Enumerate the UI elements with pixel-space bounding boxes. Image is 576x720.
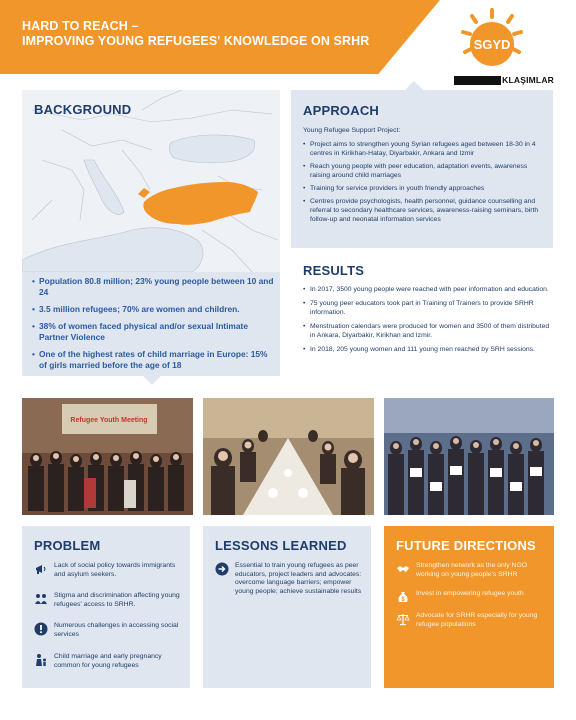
future-item (396, 590, 546, 604)
approach-item: • Project aims to strengthen young Syrian refugees aged between 18-30 in 4 centres in Kirikhan-Hatay, Diyarbakir, Ankara and Izmir (303, 140, 549, 158)
background-item: • 3.5 million refugees; 70% are women and children. (32, 304, 276, 315)
page-title-line1: HARD TO REACH – (22, 19, 139, 33)
handshake-icon (396, 562, 410, 576)
group-photo-certificates (384, 398, 554, 515)
approach-panel (291, 90, 553, 248)
approach-item: • Reach young people with peer education, adaptation events, awareness raising around child marriages (303, 162, 549, 180)
problem-item (34, 653, 184, 670)
background-item: • Population 80.8 million; 23% young people between 10 and 24 (32, 276, 276, 298)
logo-text: SGYD (473, 37, 511, 52)
approach-item: • Centres provide psychologists, health personnel, guidance counselling and referral to secondary healthcare services, awareness-raising seminars, birth follow-up and neonatal information services (303, 197, 549, 224)
problem-title: PROBLEM (34, 538, 101, 553)
banner-text: Refugee Youth Meeting (70, 417, 148, 424)
future-box (384, 526, 554, 688)
sgyd-logo (446, 8, 561, 88)
problem-item (34, 592, 184, 609)
problem-item-text: Lack of social policy towards immigrants and asylum seekers. (54, 562, 176, 578)
group-photo-dinner (203, 398, 374, 515)
people-icon (34, 592, 48, 606)
results-item: • Menstruation calendars were produced for women and 3500 of them distributed in Ankara, Diyarbakir, Kirikhan and Izmir. (303, 322, 553, 340)
problem-item-text: Numerous challenges in accessing social services (54, 622, 179, 638)
background-item: • One of the highest rates of child marriage in Europe: 15% of girls married before the age of 18 (32, 349, 276, 371)
exclamation-icon (34, 622, 48, 636)
results-item: • In 2018, 205 young women and 111 young men reached by SRH sessions. (303, 345, 553, 354)
lessons-item-text: Essential to train young refugees as peer educators, project leaders and advocates: overcome language barriers; empower young people; achieve sustainable results (235, 562, 362, 595)
family-icon (34, 653, 48, 667)
problem-box (22, 526, 190, 688)
future-item (396, 562, 546, 579)
problem-item (34, 562, 184, 579)
group-photo-banner (22, 398, 193, 515)
problem-item-text: Child marriage and early pregnancy common for young refugees (54, 653, 162, 669)
lessons-box (203, 526, 371, 688)
page-title-line2: IMPROVING YOUNG REFUGEES' KNOWLEDGE ON SRHR (22, 34, 370, 48)
scales-icon (396, 612, 410, 626)
approach-item: • Training for service providers in youth friendly approaches (303, 184, 549, 193)
turkey-region-map (22, 90, 280, 272)
svg-text:$: $ (401, 597, 405, 603)
future-item-text: Invest in empowering refugee youth (416, 590, 524, 597)
approach-intro: Young Refugee Support Project: (303, 127, 401, 134)
background-panel (22, 90, 280, 376)
background-item: • 38% of women faced physical and/or sexual Intimate Partner Violence (32, 321, 276, 343)
results-title: RESULTS (303, 263, 365, 278)
megaphone-icon (34, 562, 48, 576)
approach-title: APPROACH (303, 103, 379, 118)
future-title: FUTURE DIRECTIONS (396, 538, 536, 553)
future-item (396, 612, 546, 629)
future-item-text: Advocate for SRHR especially for young refugee populations (416, 612, 538, 628)
arrow-right-circle-icon (215, 562, 229, 576)
page-title (22, 19, 369, 49)
redacted-bar (454, 76, 501, 85)
background-list (32, 276, 276, 377)
logo-subtitle (454, 74, 554, 86)
money-bag-icon (396, 590, 410, 604)
background-pointer (143, 376, 161, 385)
results-item: • 75 young peer educators took part in Training of Trainers to provide SRHR information. (303, 299, 553, 317)
results-list (303, 285, 553, 359)
results-item: • In 2017, 3500 young people were reached with peer information and education. (303, 285, 553, 294)
sun-logo-icon (460, 8, 524, 72)
approach-pointer (405, 81, 423, 90)
approach-list (303, 140, 549, 228)
background-title: BACKGROUND (34, 102, 132, 117)
lessons-item (215, 562, 365, 596)
lessons-title: LESSONS LEARNED (215, 538, 347, 553)
future-item-text: Strengthen network as the only NGO working on young people's SRHR (416, 562, 528, 578)
problem-item (34, 622, 184, 639)
problem-item-text: Stigma and discrimination affecting young refugees' access to SRHR. (54, 592, 180, 608)
logo-subtitle-text: KLAŞIMLAR (502, 75, 554, 85)
